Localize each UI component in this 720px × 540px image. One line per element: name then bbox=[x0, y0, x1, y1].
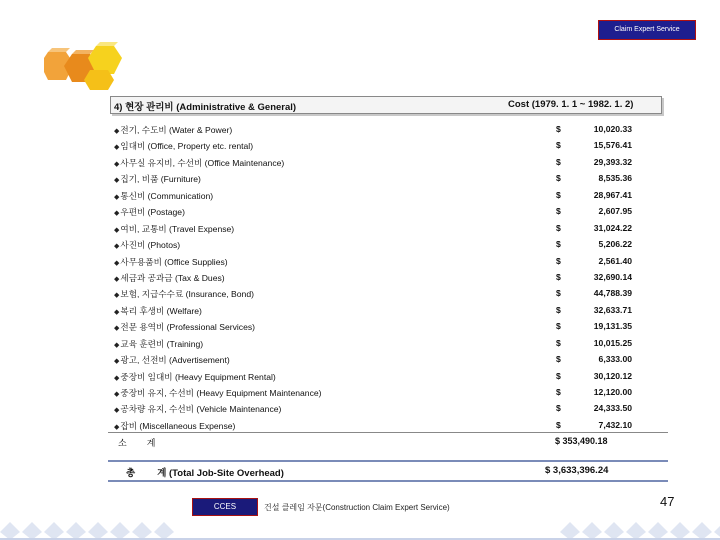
row-amount: 28,967.41 bbox=[593, 189, 632, 200]
table-row bbox=[108, 302, 668, 318]
subtotal-label-a: 소 bbox=[118, 438, 127, 448]
table-row bbox=[108, 121, 668, 137]
row-amount: 15,576.41 bbox=[593, 140, 632, 151]
subtotal-amount: $ 353,490.18 bbox=[555, 436, 608, 446]
row-currency: $ bbox=[556, 222, 561, 233]
row-amount: 7,432.10 bbox=[598, 419, 632, 430]
row-currency: $ bbox=[556, 387, 561, 397]
row-currency: $ bbox=[556, 288, 561, 299]
row-amount: 12,120.00 bbox=[593, 387, 632, 397]
table-row bbox=[108, 384, 668, 400]
expense-table bbox=[108, 121, 668, 433]
row-label: ◆ 세금과 공과금 (Tax & Dues) bbox=[114, 272, 225, 284]
table-row bbox=[108, 368, 668, 384]
row-currency: $ bbox=[556, 255, 561, 266]
row-amount: 44,788.39 bbox=[593, 288, 632, 299]
row-label: ◆ 보험, 지급수수료 (Insurance, Bond) bbox=[114, 288, 254, 300]
row-currency: $ bbox=[556, 173, 561, 184]
table-row bbox=[108, 253, 668, 269]
table-row bbox=[108, 351, 668, 367]
total-label-a: 총 bbox=[126, 468, 136, 479]
row-amount: 10,020.33 bbox=[593, 124, 632, 134]
section-title: 4) 현장 관리비 (Administrative & General) bbox=[114, 102, 297, 113]
row-label: ◆ 임대비 (Office, Property etc. rental) bbox=[114, 140, 253, 152]
row-currency: $ bbox=[556, 337, 561, 348]
row-currency: $ bbox=[556, 156, 561, 167]
footer-logo-badge: CCES bbox=[192, 498, 258, 516]
row-currency: $ bbox=[556, 124, 561, 134]
table-row bbox=[108, 417, 668, 433]
row-currency: $ bbox=[556, 321, 561, 332]
row-label: ◆ 중장비 임대비 (Heavy Equipment Rental) bbox=[114, 371, 276, 383]
row-currency: $ bbox=[556, 271, 561, 282]
table-row bbox=[108, 154, 668, 170]
row-currency: $ bbox=[556, 140, 561, 151]
total-label-b: 계 (Total Job-Site Overhead) bbox=[157, 468, 284, 479]
period-label: Cost (1979. 1. 1 ~ 1982. 1. 2) bbox=[508, 99, 634, 110]
subtotal-label-b: 계 bbox=[146, 438, 156, 448]
decorative-band-icon bbox=[0, 518, 720, 540]
footer-text: 건설 클레임 자문(Construction Claim Expert Service) bbox=[264, 503, 450, 512]
row-label: ◆ 전기, 수도비 (Water & Power) bbox=[114, 124, 232, 136]
row-label: ◆ 집기, 비품 (Furniture) bbox=[114, 173, 201, 185]
row-currency: $ bbox=[556, 370, 561, 381]
row-label: ◆ 여비, 교통비 (Travel Expense) bbox=[114, 223, 234, 235]
row-amount: 8,535.36 bbox=[598, 173, 632, 184]
logo-cubes-icon bbox=[44, 40, 140, 92]
table-row bbox=[108, 220, 668, 236]
row-amount: 29,393.32 bbox=[593, 156, 632, 167]
row-label: ◆ 복리 후생비 (Welfare) bbox=[114, 305, 202, 317]
subtotal-divider bbox=[108, 432, 668, 433]
row-currency: $ bbox=[556, 304, 561, 315]
row-amount: 32,633.71 bbox=[593, 304, 632, 315]
table-row bbox=[108, 170, 668, 186]
row-amount: 2,561.40 bbox=[598, 255, 632, 266]
table-row bbox=[108, 137, 668, 153]
total-label bbox=[126, 465, 284, 479]
row-label: ◆ 잡비 (Miscellaneous Expense) bbox=[114, 420, 235, 432]
service-badge: Claim Expert Service bbox=[598, 20, 696, 40]
row-amount: 30,120.12 bbox=[593, 370, 632, 381]
subtotal-label bbox=[118, 436, 175, 449]
row-amount: 32,690.14 bbox=[593, 271, 632, 282]
table-row bbox=[108, 187, 668, 203]
row-label: ◆ 공차량 유지, 수선비 (Vehicle Maintenance) bbox=[114, 403, 281, 415]
table-row bbox=[108, 269, 668, 285]
row-label: ◆ 중장비 유지, 수선비 (Heavy Equipment Maintenance) bbox=[114, 387, 322, 399]
table-row bbox=[108, 400, 668, 416]
row-label: ◆ 전문 용역비 (Professional Services) bbox=[114, 321, 255, 333]
row-currency: $ bbox=[556, 189, 561, 200]
page-number: 47 bbox=[660, 494, 675, 509]
row-currency: $ bbox=[556, 239, 561, 250]
total-amount: $ 3,633,396.24 bbox=[545, 465, 609, 476]
table-row bbox=[108, 335, 668, 351]
row-currency: $ bbox=[556, 206, 561, 217]
row-amount: 24,333.50 bbox=[593, 403, 632, 414]
table-row bbox=[108, 236, 668, 252]
table-row bbox=[108, 203, 668, 219]
row-amount: 19,131.35 bbox=[593, 321, 632, 332]
table-row bbox=[108, 285, 668, 301]
row-amount: 31,024.22 bbox=[593, 222, 632, 233]
row-amount: 10,015.25 bbox=[593, 337, 632, 348]
row-label: ◆ 우편비 (Postage) bbox=[114, 206, 185, 218]
row-amount: 6,333.00 bbox=[598, 354, 632, 365]
row-amount: 5,206.22 bbox=[598, 239, 632, 250]
row-currency: $ bbox=[556, 354, 561, 365]
row-label: ◆ 사진비 (Photos) bbox=[114, 239, 180, 251]
table-row bbox=[108, 318, 668, 334]
row-label: ◆ 사무용품비 (Office Supplies) bbox=[114, 256, 228, 268]
row-amount: 2,607.95 bbox=[598, 206, 632, 217]
row-currency: $ bbox=[556, 419, 561, 430]
row-label: ◆ 통신비 (Communication) bbox=[114, 190, 213, 202]
row-label: ◆ 교육 훈련비 (Training) bbox=[114, 338, 203, 350]
row-label: ◆ 사무실 유지비, 수선비 (Office Maintenance) bbox=[114, 157, 284, 169]
row-currency: $ bbox=[556, 403, 561, 414]
row-label: ◆ 광고, 선전비 (Advertisement) bbox=[114, 354, 230, 366]
